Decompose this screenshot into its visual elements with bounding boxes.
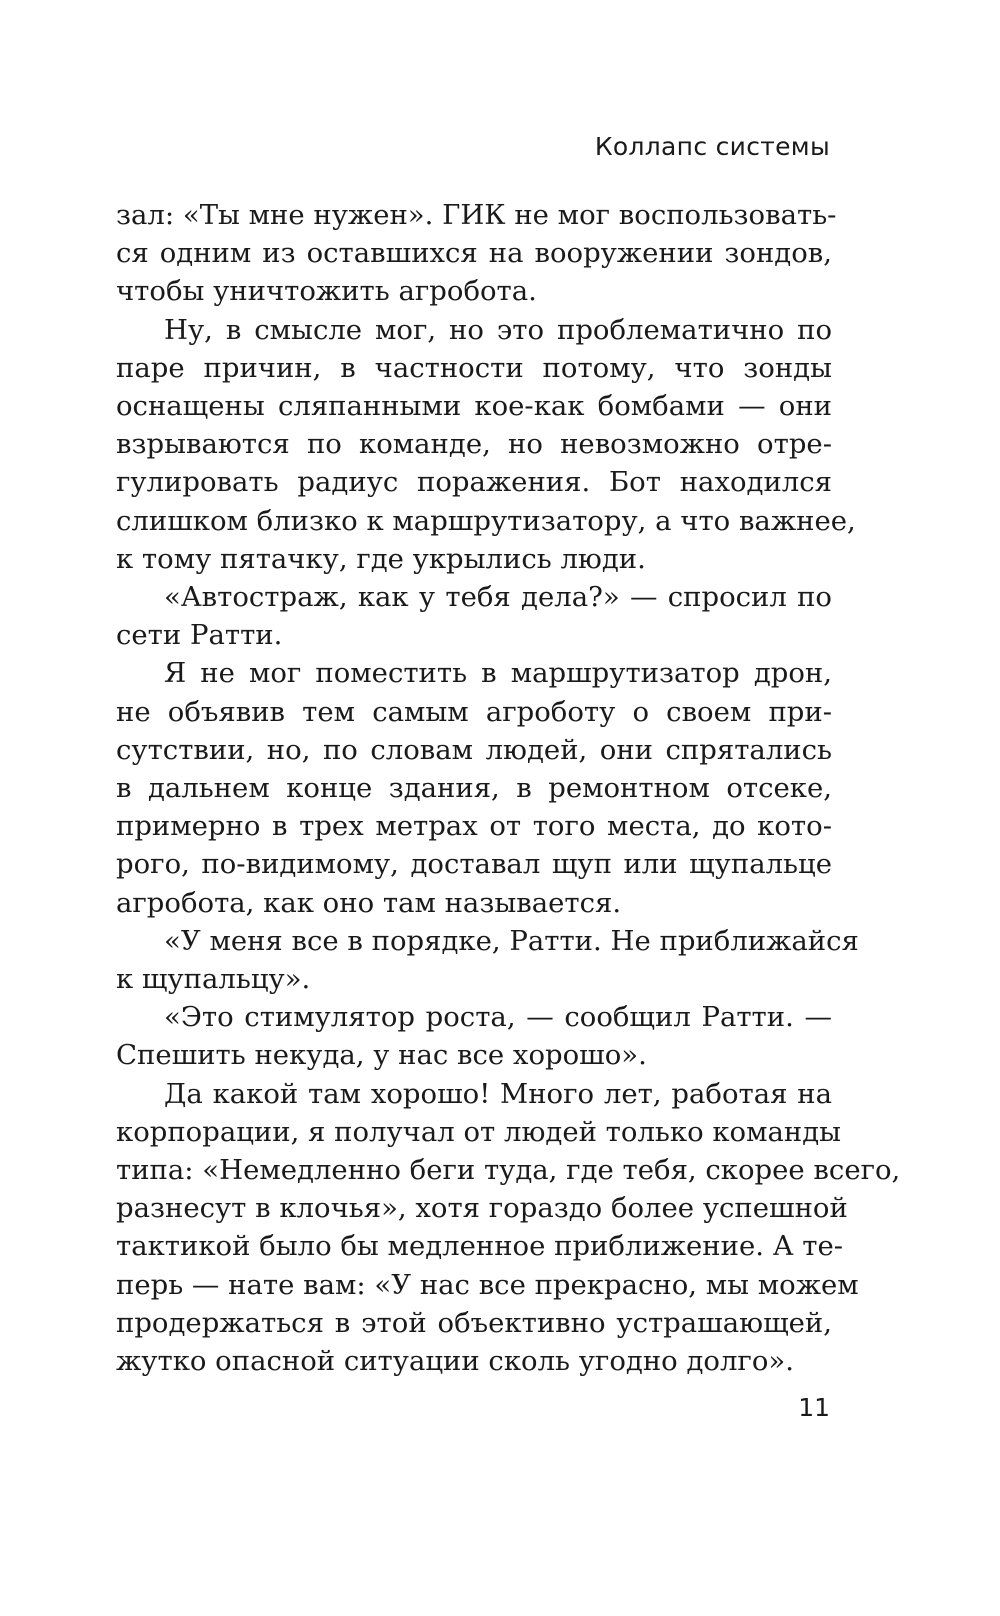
- text-line: к тому пятачку, где укрылись люди.: [116, 542, 646, 575]
- paragraph: [116, 1075, 901, 1381]
- paragraph: [116, 654, 832, 921]
- text-line: взрываются по команде, но невозможно отре-: [116, 428, 832, 461]
- text-line: паре причин, в частности потому, что зонды: [116, 351, 832, 384]
- text-line: сутствии, но, по словам людей, они спрятались: [116, 733, 832, 766]
- text-line: зал: «Ты мне нужен». ГИК не мог воспользовать-: [116, 199, 837, 231]
- text-line: «Автостраж, как у тебя дела?» — спросил по: [164, 581, 832, 614]
- text-line: слишком близко к маршрутизатору, а что важнее,: [116, 504, 856, 537]
- paragraph: [116, 998, 832, 1074]
- text-line: оснащены сляпанными кое-как бомбами — они: [116, 390, 832, 423]
- text-line: сети Ратти.: [116, 619, 283, 652]
- paragraph: [116, 922, 859, 998]
- text-line: Я не мог поместить в маршрутизатор дрон,: [164, 657, 832, 690]
- text-line: гулировать радиус поражения. Бот находился: [116, 466, 832, 499]
- text-line: ся одним из оставшихся на вооружении зондов,: [116, 237, 832, 270]
- paragraph: [116, 196, 837, 311]
- text-line: агробота, как оно там называется.: [116, 886, 622, 919]
- text-line: корпорации, я получал от людей только команды: [116, 1115, 842, 1148]
- text-line: тактикой было бы медленное приближение. А те-: [116, 1230, 844, 1263]
- text-line: продержаться в этой объективно устрашающей,: [116, 1306, 832, 1339]
- text-line: «У меня все в порядке, Ратти. Не приближайся: [164, 924, 859, 957]
- text-line: «Это стимулятор роста, — сообщил Ратти. —: [164, 1001, 832, 1034]
- page-number: 11: [798, 1393, 830, 1422]
- text-line: Да какой там хорошо! Много лет, работая на: [164, 1077, 832, 1110]
- text-line: примерно в трех метрах от того места, до кото-: [116, 810, 832, 843]
- running-head: Коллапс системы: [594, 132, 830, 161]
- text-line: не объявив тем самым агроботу о своем при-: [116, 695, 832, 728]
- text-line: рого, по-видимому, доставал щуп или щупальце: [116, 848, 832, 881]
- text-line: типа: «Немедленно беги туда, где тебя, скорее всего,: [116, 1154, 901, 1187]
- text-line: перь — нате вам: «У нас все прекрасно, мы можем: [116, 1268, 859, 1301]
- text-line: Спешить некуда, у нас все хорошо».: [116, 1039, 647, 1072]
- text-line: разнесут в клочья», хотя гораздо более успешной: [116, 1192, 848, 1225]
- paragraph: [116, 578, 832, 654]
- text-line: в дальнем конце здания, в ремонтном отсеке,: [116, 772, 832, 805]
- text-line: Ну, в смысле мог, но это проблематично по: [164, 313, 832, 346]
- text-line: чтобы уничтожить агробота.: [116, 275, 537, 308]
- text-line: жутко опасной ситуации сколь угодно долго».: [116, 1345, 794, 1378]
- text-line: к щупальцу».: [116, 963, 311, 996]
- paragraph: [116, 311, 856, 578]
- body-text: [116, 196, 901, 1380]
